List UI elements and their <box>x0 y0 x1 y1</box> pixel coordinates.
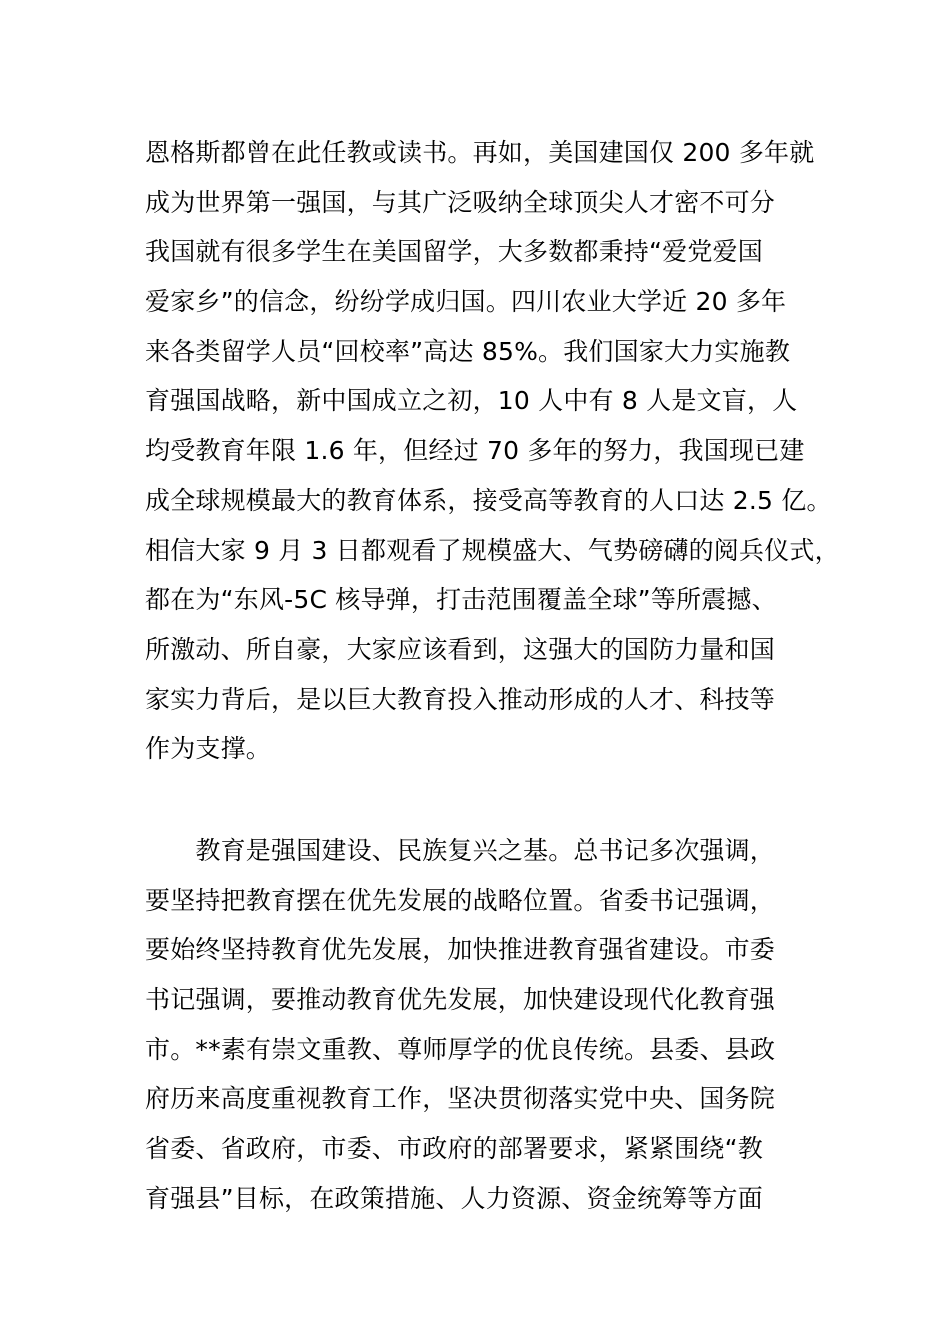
text-line: 所激动、所自豪，大家应该看到，这强大的国防力量和国 <box>145 634 776 664</box>
text-line: 成为世界第一强国，与其广泛吸纳全球顶尖人才密不可分 <box>145 187 776 217</box>
text-line: 爱家乡”的信念，纷纷学成归国。四川农业大学近 20 多年 <box>145 287 787 317</box>
paragraph-1 <box>145 128 845 774</box>
text-line: 都在为“东风-5C 核导弹，打击范围覆盖全球”等所震撼、 <box>145 585 777 615</box>
text-line: 市。**素有崇文重教、尊师厚学的优良传统。县委、县政 <box>145 1034 776 1064</box>
text-line: 相信大家 9 月 3 日都观看了规模盛大、气势磅礴的阅兵仪式， <box>145 535 840 565</box>
text-line: 家实力背后，是以巨大教育投入推动形成的人才、科技等 <box>145 684 776 714</box>
text-line: 成全球规模最大的教育体系，接受高等教育的人口达 2.5 亿。 <box>145 485 832 515</box>
text-line: 育强国战略，新中国成立之初，10 人中有 8 人是文盲，人 <box>145 386 798 416</box>
text-line: 要坚持把教育摆在优先发展的战略位置。省委书记强调， <box>145 885 776 915</box>
text-line: 府历来高度重视教育工作，坚决贯彻落实党中央、国务院 <box>145 1084 776 1114</box>
text-line: 均受教育年限 1.6 年，但经过 70 多年的努力，我国现已建 <box>145 436 805 466</box>
text-line: 作为支撑。 <box>145 734 272 764</box>
text-line: 教育是强国建设、民族复兴之基。总书记多次强调， <box>145 836 776 865</box>
text-line: 书记强调，要推动教育优先发展，加快建设现代化教育强 <box>145 985 776 1015</box>
text-line: 育强县”目标，在政策措施、人力资源、资金统筹等方面 <box>145 1183 763 1213</box>
text-line: 来各类留学人员“回校率”高达 85%。我们国家大力实施教 <box>145 336 791 366</box>
text-line: 恩格斯都曾在此任教或读书。再如，美国建国仅 200 多年就 <box>145 138 815 167</box>
text-line: 我国就有很多学生在美国留学，大多数都秉持“爱党爱国 <box>145 237 763 267</box>
text-line: 省委、省政府，市委、市政府的部署要求，紧紧围绕“教 <box>145 1134 763 1164</box>
text-line: 要始终坚持教育优先发展，加快推进教育强省建设。市委 <box>145 935 776 965</box>
paragraph-2 <box>145 826 845 1224</box>
